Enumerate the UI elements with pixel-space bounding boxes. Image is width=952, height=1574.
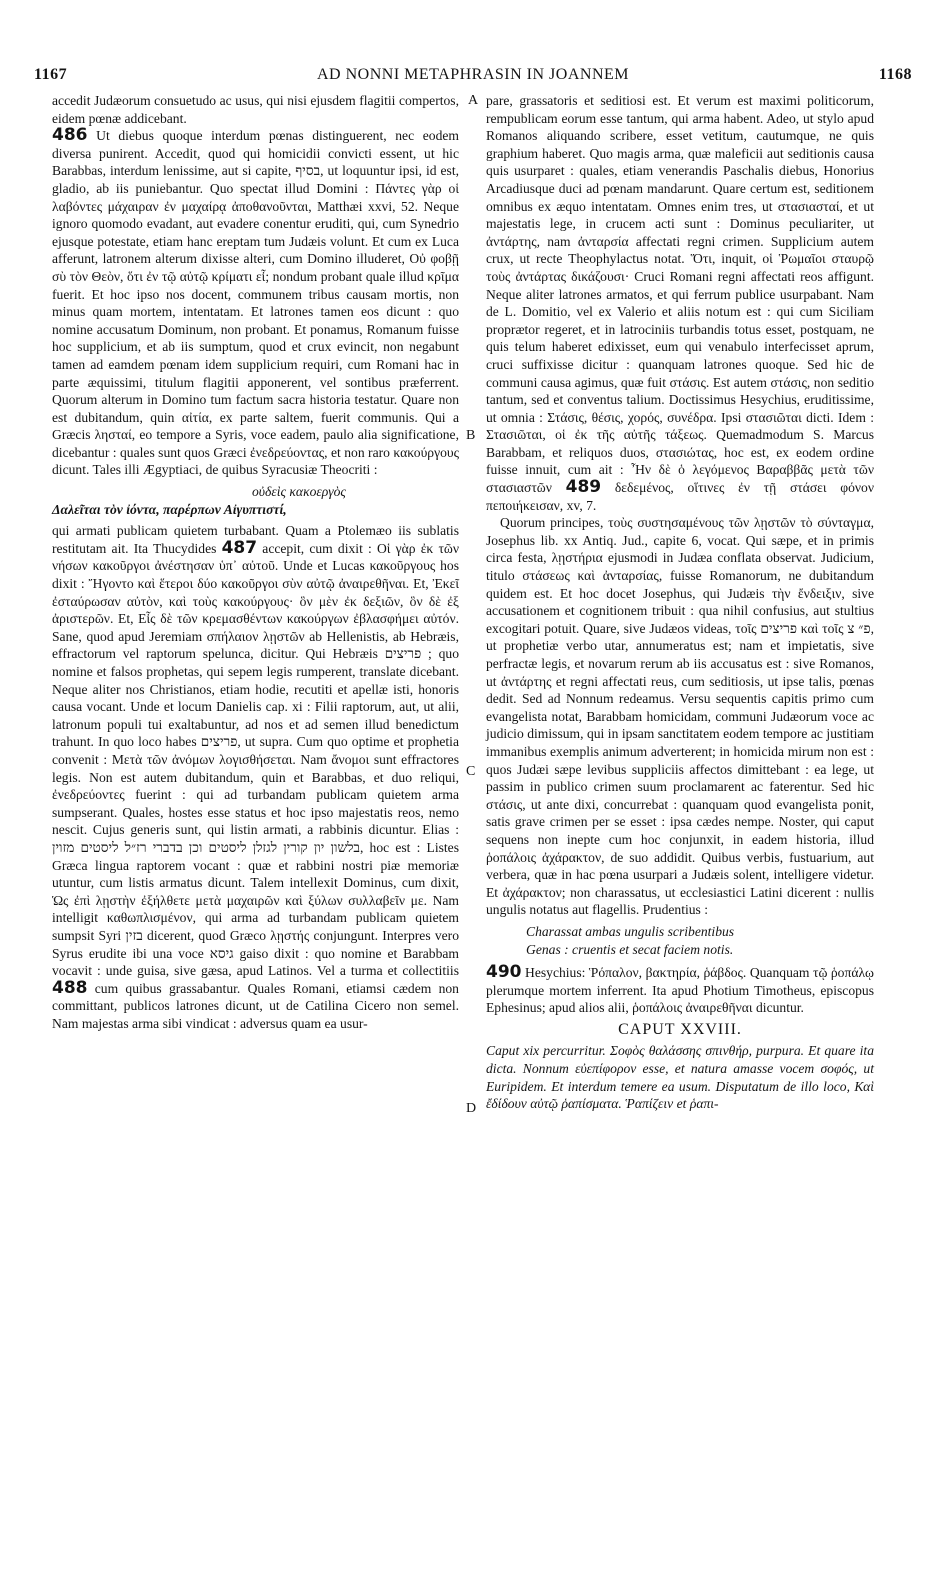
margin-letter-c: C — [466, 764, 476, 779]
paragraph-text: Ut diebus quoque interdum pœnas distinguerent, nec eodem diversa punirent. Accedit, quod qui homicidii convicti essent, ut hic Barabbas, interdum lenissime, aut si capite, בסיף, ut loquuntur ipsi, id est, gladio, ab iis puniebantur. Quo spectat illud Domini : Πάντες γὰρ οἱ λαβόντες μάχαιραν ἐν μαχαίρᾳ ἀποθανοῦνται, Matthæi xxvi, 52. Neque ignoro quomodo evadant, aut evadere conentur eruditi, qui, cum Synedrio ejusque potestate, etiam hanc ereptam tum Judæis volunt. Et cum ex Luca afferunt, latronem alterum dixisse alteri, cum Domino illuderet, Οὐ φοβῇ σὺ τὸν Θεὸν, ὅτι ἐν τῷ αὐτῷ κρίματι εἶ; nondum probant quale illud κρῖμα fuerit. Et hoc ipso nos docent, communem tribus causam mortis, non minus quam mortem, intentatam. Et latrones tamen eos dicunt : quo nomine accusatum Dominum, non probant. Et ponamus, Romanum fuisse hoc supplicium, et ab iis sumptum, quod et crux evincit, non negabunt tamen ad eamdem pœnam idem supplicium requiri, cum Romani hac in parte æquissimi, titulum flagitii apponerent, vel sontibus præferrent. Quorum alterum in Domino tum factum sacra historia testatur. Quare non est dubitandum, quin αἰτία, ex parte saltem, fuerit communis. Qui a Græcis λησταί, eo tempore a Syris, voce eadem, paulo alia significatione, dicebantur : quales sunt quos Græci ἐνεδρεύοντας, et non raro κακούργους dicunt. Tales illi Ægyptiaci, de quibus Syracusiæ Theocriti : — [52, 128, 460, 478]
margin-letter-b: B — [466, 428, 476, 443]
chapter-heading: CAPUT XXVIII. — [618, 1020, 742, 1038]
paragraph-text: δεδεμένος, οἵτινες ἐν τῇ στάσει φόνον πεποιήκεισαν, xv, 7. — [486, 480, 874, 513]
verse-line: οὐδεὶς κακοεργὸς — [252, 484, 346, 500]
left-page-number: 1167 — [34, 66, 68, 83]
verse-quotation — [526, 923, 874, 958]
verse-line: Δαλεῖται τὸν ἰόντα, παρέρπων Αἰγυπτιστί, — [52, 501, 287, 517]
paragraph-text: cum quibus grassabantur. Quales Romani, etiamsi cædem non committant, publicos latrones dicunt, ut de Catilina Cicero non semel. Nam majestas arma sibi vindicat : adversus quam ea usur- — [52, 980, 459, 1031]
paragraph — [52, 92, 459, 127]
section-number-489: 489 — [565, 477, 602, 498]
section-number-487: 487 — [221, 537, 258, 558]
section-number-490: 490 — [486, 962, 522, 983]
running-header — [34, 66, 912, 88]
paragraph-text: qui armati publicam quietem turbabant. Quam a Ptolemæo iis sublatis restitutam ait. Ita Thucydides — [52, 523, 459, 556]
verse-line: Charassat ambas ungulis scribentibus — [526, 923, 735, 939]
paragraph — [52, 522, 459, 1032]
paragraph-text: accepit, cum dixit : Οἱ γὰρ ἐκ τῶν νήσων κακοῦργοι ἀνέστησαν ὑπ᾽ αὐτοῦ. Unde et Lucas κακοῦργους hos dixit : Ἤγοντο καὶ ἕτεροι δύο κακοῦργοι σὺν αὐτῷ ἀναιρεθῆναι. Et, Ἐκεῖ ἐσταύρωσαν αὐτὸν, καὶ τοὺς κακούργους· ὃν μὲν ἐκ δεξιῶν, ὃν δὲ ἐξ ἀριστερῶν. Et, Εἷς δὲ τῶν κρεμασθέντων κακούργων ἐβλασφήμει αὐτόν. Sane, quod apud Jeremiam σπήλαιον λῃστῶν ab Hellenistis, ab Hebræis, effractorum vel raptorum spelunca, dicitur. Qui Hebræis פריצים ; quo nomine et falsos prophetas, qui sepem legis rumperent, translate dicebant. Neque aliter nos Christianos, etiam hodie, recutiti et apellæ isti, honoris causa vocant. Unde et locum Danielis cap. xi : Filii raptorum, aut, ut alii, latronum populi tui exaltabuntur, ad nos et ad semen illud benedictum trahunt. In quo loco habes פריצים, ut supra. Cum quo optime et prophetia convenit : Μετὰ τῶν ἀνόμων λογισθήσεται. Nam ἄνομοι sunt effractores legis. Non est autem dubitandum, quin et Barabbas, et duo reliqui, ἐνεδρεύοντες fuerint : qui ad turbandam publicam quietem arma sumpserant. Quales, hostes esse status et hoc ipso majestatis reos, nemo nescit. Cujus generis sunt, qui listin armati, a rabbinis dicuntur. Elias : בלשון יון קורין לגזלן ליסטים וכן בדברי רז״ל ליסטים מזוין, hoc est : Listes Græca lingua raptorem vocant : quæ et rabbini nostri piæ memoriæ utuntur, cum listis armatus dicunt. Talem intellexit Dominus, cum dixit, Ὡς ἐπὶ λῃστὴν ἐξήλθετε μετὰ μαχαιρῶν καὶ ξύλων συλλαβεῖν με. Nam intelligit καθωπλισμένον, qui arma ad turbandam publicam quietem sumpsit Syri בזין dicerent, quod Græco λῃστής conjungunt. Interpres vero Syrus erudite ibi una voce גיסא gaiso dixit : quo nomine et Barabbam vocavit : unde guisa, sive gæsa, apud Latinos. Vel a turma et collectitiis — [52, 540, 460, 979]
paragraph-text: Quorum principes, τοὺς συστησαμένους τῶν λῃστῶν τὸ σύνταγμα, Josephus lib. xx Antiq. Jud., capite 6, vocat. Qui sæpe, et in primis circa festa, λῃστήρια ejusmodi in Judæa conflata observat. Judicium, titulo στάσεως καὶ ἀνταρσίας, fuisse Romanorum, ne dubitandum quidem est. Et hoc docet Josephus, qui Judæis τὴν ἔνδειξιν, sive accusationem et cognitionem tribuit : qua nihil confusius, aut stultius excogitari potuit. Quare, sive Judæos videas, τοῖς פריצים καὶ τοῖς פ״ צ, ut prophetiæ verbo utar, annumeratus est; nam et impietatis, sive perfractæ legis, et novarum rerum ab iis accusatus est : sive Romanos, ut ἀντάρτης et regni affectati reus, cum seditiosis, ut ipse talis, pœnas dedit. Sed ad Nonnum redeamus. Versu sequentis capitis primo cum evangelista notat, Barabbam homicidam, communi Judæorum voce ac judicio dimissum, qui in ipsam sanctitatem eodem tempore ac justitiam immanibus exemplis animum adverterent; in homicida mirum non est : quos Judæi sæpe levibus suppliciis affectos dimittebant : ea lege, ut passim in publico crimen suum proclamarent ac faterentur. Sed hic στάσις, ut ante dixi, concurrebat : quanquam quod evangelista ponit, satis grave crimen per se esset : ipsa cædes nempe. Noster, qui caput sequens non inepte cum hoc conjunxit, in eadem historia, illud ῥοπάλοις ἀχάρακτον, de suo addidit. Quibus verbis, fustuarium, aut verbera, quæ in hac pœna usurpari a Judæis solent, intelligere videtur. Et ἀχάρακτον; non charassatus, ut ecclesiastici Latini dicerent : nullis ungulis notatus aut flagellis. Prudentius : — [486, 515, 874, 918]
paragraph — [52, 127, 459, 479]
paragraph — [486, 514, 874, 919]
chapter-argument: Caput xix percurritur. Σοφὸς θαλάσσης σπινθήρ, purpura. Et quare ita dicta. Nonnum εὐεπίφορον esse, et natura amasse vocem σοφός, ut Euripidem. Et interdum temere ea usum. Disputatum de illo loco, Καὶ ἔδίδουν αὐτῷ ῥαπίσματα. Ῥαπίζειν et ῥαπι- — [486, 1043, 874, 1112]
left-column — [52, 92, 459, 1032]
paragraph-text: accedit Judæorum consuetudo ac usus, qui nisi ejusdem flagitii compertos, eidem pœnæ addicebant. — [52, 93, 459, 126]
section-number-486: 486 — [52, 125, 88, 146]
right-page-number: 1168 — [878, 66, 912, 83]
paragraph — [486, 92, 874, 514]
paragraph — [486, 964, 874, 1017]
paragraph-text: Hesychius: Ῥόπαλον, βακτηρία, ῥάβδος. Quanquam τῷ ῥοπάλῳ plerumque mortem inferrent. Ita apud Photium Timotheus, episcopus Ephesinus; apud alios alii, ῥοπάλοις ἀναιρεθῆναι dicuntur. — [486, 965, 874, 1016]
paragraph-text: pare, grassatoris et seditiosi est. Et verum est maximi politicorum, rempublicam eorum esse tantum, qui arma habent. Adeo, ut stylo apud Romanos aliquando scribere, esset vetitum, cautumque, ne quis graphium haberet. Quo magis arma, quæ maleficii aut seditionis causa quis usurparet : quales, etiam venerandis Paschalis diebus, Honorius Arcadiusque duci ad pœnam mandarunt. Quare certum est, seditionem omnibus ex æquo intentatam. Omnes enim tres, ut στασιασταί, et ut majestatis lege, in crucem acti sunt : Dominus peculiariter, ut ἀντάρτης, nam ἀνταρσία affectati regni crimen. Supplicium autem crux, ut recte Theophylactus notat. Ὅτι, inquit, οἱ Ῥωμαῖοι σταυρῷ τοὺς ἀντάρτας δικάζουσι· Cruci Romani regni affectati reos affigunt. Neque aliter latrones armatos, et qui ferrum publice usurpabant. Nam de L. Domitio, vel ex Valerio et aliis notum est : qui cum Siciliam proprætor regeret, et in latrociniis turbandis totus esset, postquam, ne quis telum haberet edixisset, eum qui venabulo interfecisset aprum, cruci suffixisse dicitur : quanquam latrones quoque. Sed hic de communi causa agimus, quæ fuit στάσις. Est autem στάσις, non seditio tantum, sed et conventus talium. Doctissimus Hesychius, eruditissime, ut omnia : Στάσις, θέσις, χορός, συνέδρα. Ipsi στασιῶται dicti. Idem : Στασιῶται, οἱ ἐκ τῆς αὐτῆς τάξεως. Quemadmodum S. Marcus Barabbam, et reliquos duos, στασιώτας, hoc est, ex eodem ordine fuisse innuit, cum ait : Ἦν δὲ ὁ λεγόμενος Βαραββᾶς μετὰ τῶν στασιαστῶν — [486, 93, 874, 496]
verse-line: Genas : cruentis et secat faciem notis. — [526, 941, 734, 957]
verse-quotation — [52, 483, 459, 518]
right-column — [486, 92, 874, 1113]
margin-letter-a: A — [468, 93, 479, 108]
section-number-488: 488 — [52, 977, 88, 998]
margin-letter-d: D — [466, 1101, 477, 1116]
running-title: AD NONNI METAPHRASIN IN JOANNEM — [317, 66, 629, 83]
